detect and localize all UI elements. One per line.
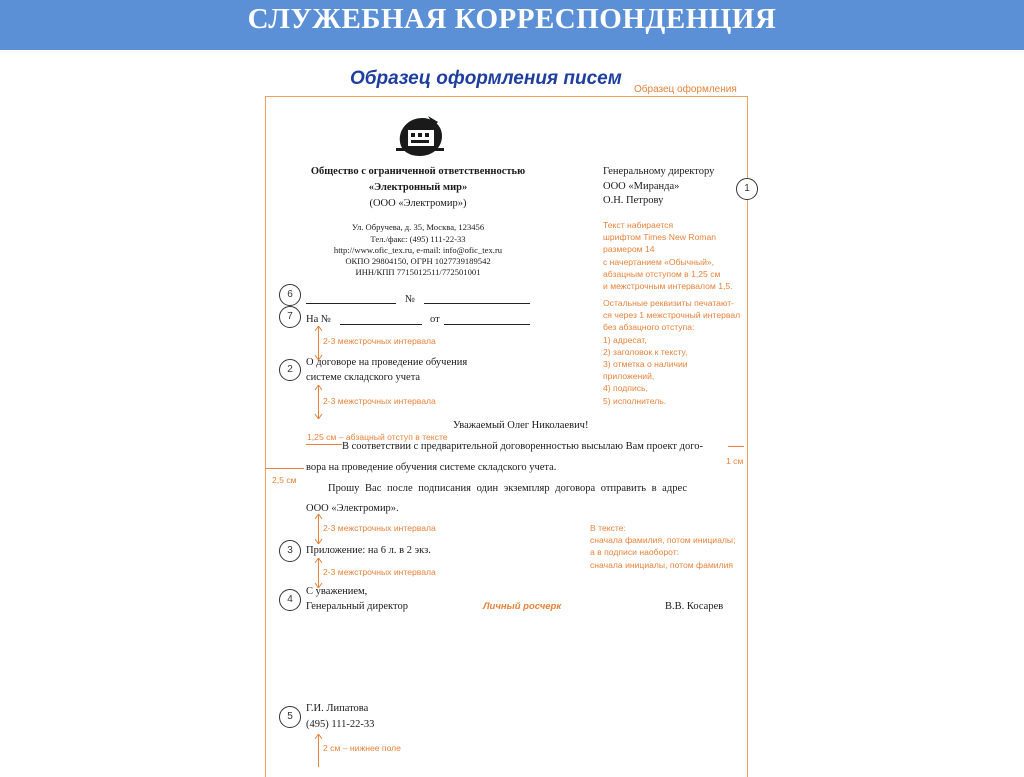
note-names: В тексте: сначала фамилия, потом инициалы; а в подписи наоборот: сначала инициалы, потом фамилия xyxy=(590,523,736,570)
note-font: Текст набирается шрифтом Times New Roman размером 14 с начертанием «Обычный», абзацным отступом в 1,25 см и межстрочным интервалом 1,5. xyxy=(603,220,733,292)
org-name-line1: Общество с ограниченной ответственностью xyxy=(310,166,526,177)
org-name-line2: «Электронный мир» xyxy=(368,182,468,193)
bottom-margin-note: 2 см – нижнее поле xyxy=(323,743,401,753)
spacing-arrow-icon xyxy=(314,734,323,767)
number-sign: № xyxy=(405,294,416,305)
slide-subtitle: Образец оформления писем xyxy=(350,68,622,89)
subject-line2: системе складского учета xyxy=(306,372,421,383)
company-logo-icon xyxy=(394,112,446,160)
page-title: СЛУЖЕБНАЯ КОРРЕСПОНДЕНЦИЯ xyxy=(247,3,777,35)
closing-line2: Генеральный директор xyxy=(306,601,408,612)
org-inn: ИНН/КПП 7715012511/772501001 xyxy=(355,267,481,277)
reply-prefix: На № xyxy=(306,314,331,325)
sheet-label: Образец оформления xyxy=(634,84,737,95)
header-banner xyxy=(0,0,1024,50)
marker-7: 7 xyxy=(279,306,301,328)
org-web: http://www.ofic_tex.ru, e-mail: info@ofic_tex.ru xyxy=(333,245,503,255)
left-margin-note: 2,5 см xyxy=(272,475,297,485)
spacing-arrow-icon xyxy=(314,514,323,544)
paragraph2-line1: Прошу Вас после подписания один экземпляр договора отправить в адрес xyxy=(328,483,688,494)
indent-marker xyxy=(306,444,342,445)
addressee-line1: Генеральному директору xyxy=(603,166,715,177)
signer-name: В.В. Косарев xyxy=(665,601,724,612)
interval-note-3: 2-3 межстрочных интервала xyxy=(323,523,436,533)
attachment: Приложение: на 6 л. в 2 экз. xyxy=(306,545,431,556)
right-margin-marker xyxy=(728,446,744,447)
org-phone: Тел./факс: (495) 111-22-33 xyxy=(370,234,466,244)
right-margin-note: 1 см xyxy=(726,456,744,466)
note-requisites: Остальные реквизиты печатают- ся через 1 межстрочный интервал без абзацного отступа: 1) адресат, 2) заголовок к тексту, 3) отметка о наличии приложений, 4) подпись, 5) исполнитель. xyxy=(603,298,741,406)
interval-note-2: 2-3 межстрочных интервала xyxy=(323,396,436,406)
paragraph2-line2: ООО «Электромир». xyxy=(306,503,399,514)
marker-3: 3 xyxy=(279,540,301,562)
marker-5: 5 xyxy=(279,706,301,728)
executor-phone: (495) 111-22-33 xyxy=(306,719,375,730)
interval-note-1: 2-3 межстрочных интервала xyxy=(323,336,436,346)
indent-note: 1,25 см – абзацный отступ в тексте xyxy=(307,432,448,442)
paragraph1-line2: вора на проведение обучения системе складского учета. xyxy=(306,462,557,473)
executor-name: Г.И. Липатова xyxy=(306,703,369,714)
spacing-arrow-icon xyxy=(314,558,323,588)
reg-number-line xyxy=(306,303,396,304)
greeting: Уважаемый Олег Николаевич! xyxy=(453,420,589,431)
reply-from: от xyxy=(430,314,440,325)
addressee-line2: ООО «Миранда» xyxy=(603,181,680,192)
spacing-arrow-icon xyxy=(314,326,323,360)
subject-line1: О договоре на проведение обучения xyxy=(306,357,468,368)
org-address: Ул. Обручева, д. 35, Москва, 123456 xyxy=(351,222,485,232)
signature: Личный росчерк xyxy=(483,601,562,612)
paragraph1-line1: В соответствии с предварительной договоренностью высылаю Вам проект дого- xyxy=(342,441,704,452)
marker-2: 2 xyxy=(279,359,301,381)
marker-1: 1 xyxy=(736,178,758,200)
marker-4: 4 xyxy=(279,589,301,611)
left-margin-marker xyxy=(266,468,304,469)
reply-number-line xyxy=(340,324,422,325)
reg-date-line xyxy=(424,303,530,304)
spacing-arrow-icon xyxy=(314,385,323,419)
marker-6: 6 xyxy=(279,284,301,306)
addressee-line3: О.Н. Петрову xyxy=(603,195,664,206)
org-short-name: (ООО «Электромир») xyxy=(369,198,467,209)
org-okpo: ОКПО 29804150, ОГРН 1027739189542 xyxy=(345,256,491,266)
interval-note-4: 2-3 межстрочных интервала xyxy=(323,567,436,577)
reply-date-line xyxy=(444,324,530,325)
closing-line1: С уважением, xyxy=(306,586,368,597)
